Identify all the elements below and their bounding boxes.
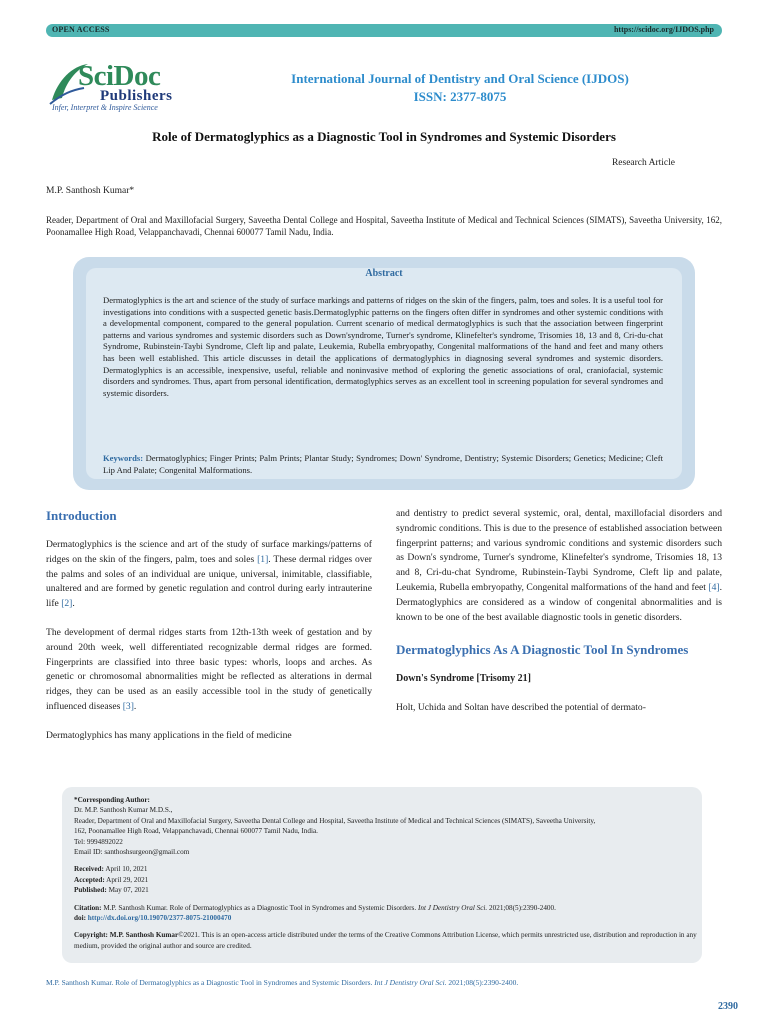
- keywords-list: Dermatoglyphics; Finger Prints; Palm Prints; Plantar Study; Syndromes; Down' Syndrome, Dentistry; Systemic Disorders; Genetics; Medicine; Cleft Lip And Palate; Congenital Malformations.: [103, 453, 663, 475]
- right-column: [396, 507, 722, 724]
- intro-paragraph-3: Dermatoglyphics has many applications in the field of medicine: [46, 729, 292, 741]
- body-paragraph-continued: and dentistry to predict several systemic, oral, dental, maxillofacial disorders and syndromic conditions. This is due to the presence of established association between fingerprint patterns; and various syndromic conditions and systemic disorders such as Down's syndrome, Turner's syndrome, Klinefelter's syndrome, Trisomies 18, 13 and 8, Cri-du-chat Syndrome, Rubinstein-Taybi Syndrome, Cleft lip and palate, Leukemia, Rubella embryopathy, Congenital malformations of the hand and feet [4]. Dermatoglyphics are considered as a window of congenital abnormalities and is known to be one of the best available diagnostic tools in genetic disorders.: [396, 508, 722, 623]
- page-number: 2390: [718, 1001, 738, 1012]
- reference-link[interactable]: [1]: [257, 553, 269, 565]
- open-access-label: OPEN ACCESS: [52, 25, 110, 34]
- open-access-bar: [46, 24, 722, 37]
- logo-name: SciDoc: [78, 60, 161, 92]
- author-affiliation: Reader, Department of Oral and Maxillofacial Surgery, Saveetha Dental College and Hospital, Saveetha Institute of Medical and Technical Sciences (SIMATS), Saveetha University, 162, Poonamallee High Road, Velappanchavadi, Chennai 600077 Tamil Nadu, India.: [46, 215, 722, 237]
- article-type: Research Article: [611, 158, 675, 168]
- logo-tagline: Infer, Interpret & Inspire Science: [52, 103, 158, 112]
- corresponding-author-details: [74, 795, 699, 951]
- corresponding-label: *Corresponding Author:: [74, 796, 150, 804]
- subsection-heading: Down's Syndrome [Trisomy 21]: [396, 673, 531, 685]
- corresponding-email: Email ID: santhoshsurgeon@gmail.com: [74, 848, 190, 857]
- body-paragraph: Holt, Uchida and Soltan have described the potential of dermato-: [396, 702, 646, 714]
- keywords-label: Keywords:: [103, 453, 144, 463]
- reference-link[interactable]: [3]: [122, 700, 134, 712]
- journal-issn: ISSN: 2377-8075: [413, 89, 507, 104]
- corresponding-tel: Tel: 9994892022: [74, 837, 123, 846]
- page-footer-citation: M.P. Santhosh Kumar. Role of Dermatoglyphics as a Diagnostic Tool in Syndromes and Systemic Disorders. Int J Dentistry Oral Sci. 2021;08(5):2390-2400.: [46, 978, 519, 987]
- abstract-text: Dermatoglyphics is the art and science of the study of surface markings and patterns of ridges on the skin of the fingers, palm, toes and soles. It is a useful tool for investigations into conditions with a suspected genetic basis.Dermatoglyphic patterns on the fingers often differ in syndromes and other systemic conditions with a developmental component, compared to the general population. Current scenario of medical dermatoglyphics is such that the association between fingerprint patterns and various syndromes and systemic disorders such as Down'syndrome, Turner's syndrome, Klinefelter's syndrome, Trisomies 18, 13 and 8, Cri-du-chat Syndrome, Rubinstein-Taybi Syndrome, Cleft lip and palate, Leukemia, Rubella embryopathy, Congenital malformations of the hand and feet and many others has been well established. This article discusses in detail the applications of dermatoglyphics in diagnosing several syndromes and systemic disorders. Dermatoglyphics is an accessible, inexpensive, useful, reliable and noninvasive method of exploring the genetic associations of oral, craniofacial, systemic disorders and syndromes. Thus, apart from personal identification, dermatoglyphics serves as an excellent tool in screening population for several syndromes and systemic disorders.: [103, 295, 663, 398]
- author-name: M.P. Santhosh Kumar*: [46, 186, 135, 196]
- reference-link[interactable]: [4]: [708, 581, 720, 593]
- corresponding-name: Dr. M.P. Santhosh Kumar M.D.S.,: [74, 806, 173, 815]
- corresponding-affiliation-2: 162, Poonamallee High Road, Velappanchavadi, Chennai 600077 Tamil Nadu, India.: [74, 827, 318, 836]
- logo-publishers: Publishers: [100, 88, 173, 104]
- left-column: [46, 507, 372, 752]
- received-date: Received: April 10, 2021: [74, 865, 148, 874]
- scidoc-logo: [48, 60, 208, 115]
- accepted-date: Accepted: April 29, 2021: [74, 875, 149, 884]
- abstract-heading: Abstract: [365, 268, 403, 279]
- intro-paragraph-1: Dermatoglyphics is the science and art of the study of surface markings/patterns of ridges on the skin of the fingers, palm, toes and soles [1]. These dermal ridges over the palms and soles of an individual are unique, universal, inimitable, classifiable, unaltered and are formed by genetic regulation and control during early intrauterine life [2].: [46, 539, 372, 610]
- journal-name: International Journal of Dentistry and Oral Science (IJDOS): [291, 71, 629, 86]
- journal-url-link[interactable]: https://scidoc.org/IJDOS.php: [613, 25, 714, 34]
- intro-paragraph-2: The development of dermal ridges starts from 12th-13th week of gestation and by around 20th week, well differentiated recognizable dermal ridges are formed. Fingerprints are classified into three basic types: whorls, loops and arches. As genetic or chromosomal abnormalities might be reflected as alterations in dermal ridges, they can be used as an easily accessible tool in the study of genetically influenced diseases [3].: [46, 626, 372, 712]
- reference-link[interactable]: [2]: [61, 598, 73, 610]
- doi-link[interactable]: http://dx.doi.org/10.19070/2377-8075-21000470: [87, 914, 232, 923]
- corresponding-affiliation-1: Reader, Department of Oral and Maxillofacial Surgery, Saveetha Dental College and Hospital, Saveetha Institute of Medical and Technical Sciences (SIMATS), Saveetha University,: [74, 816, 596, 825]
- introduction-heading: Introduction: [46, 508, 117, 523]
- keywords: [103, 453, 663, 476]
- copyright: Copyright: M.P. Santhosh Kumar©2021. This is an open-access article distributed under the terms of the Creative Commons Attribution License, which permits unrestricted use, distribution and reproduction in any medium, provided the original author and source are credited.: [74, 931, 697, 950]
- doi: doi: http://dx.doi.org/10.19070/2377-8075-21000470: [74, 914, 232, 923]
- section-heading: Dermatoglyphics As A Diagnostic Tool In Syndromes: [396, 642, 689, 658]
- citation: Citation: M.P. Santhosh Kumar. Role of Dermatoglyphics as a Diagnostic Tool in Syndromes and Systemic Disorders. Int J Dentistry Oral Sci. 2021;08(5):2390-2400.: [74, 903, 556, 912]
- journal-header: [240, 70, 680, 106]
- article-title: Role of Dermatoglyphics as a Diagnostic Tool in Syndromes and Systemic Disorders: [152, 129, 616, 144]
- published-date: Published: May 07, 2021: [74, 886, 149, 895]
